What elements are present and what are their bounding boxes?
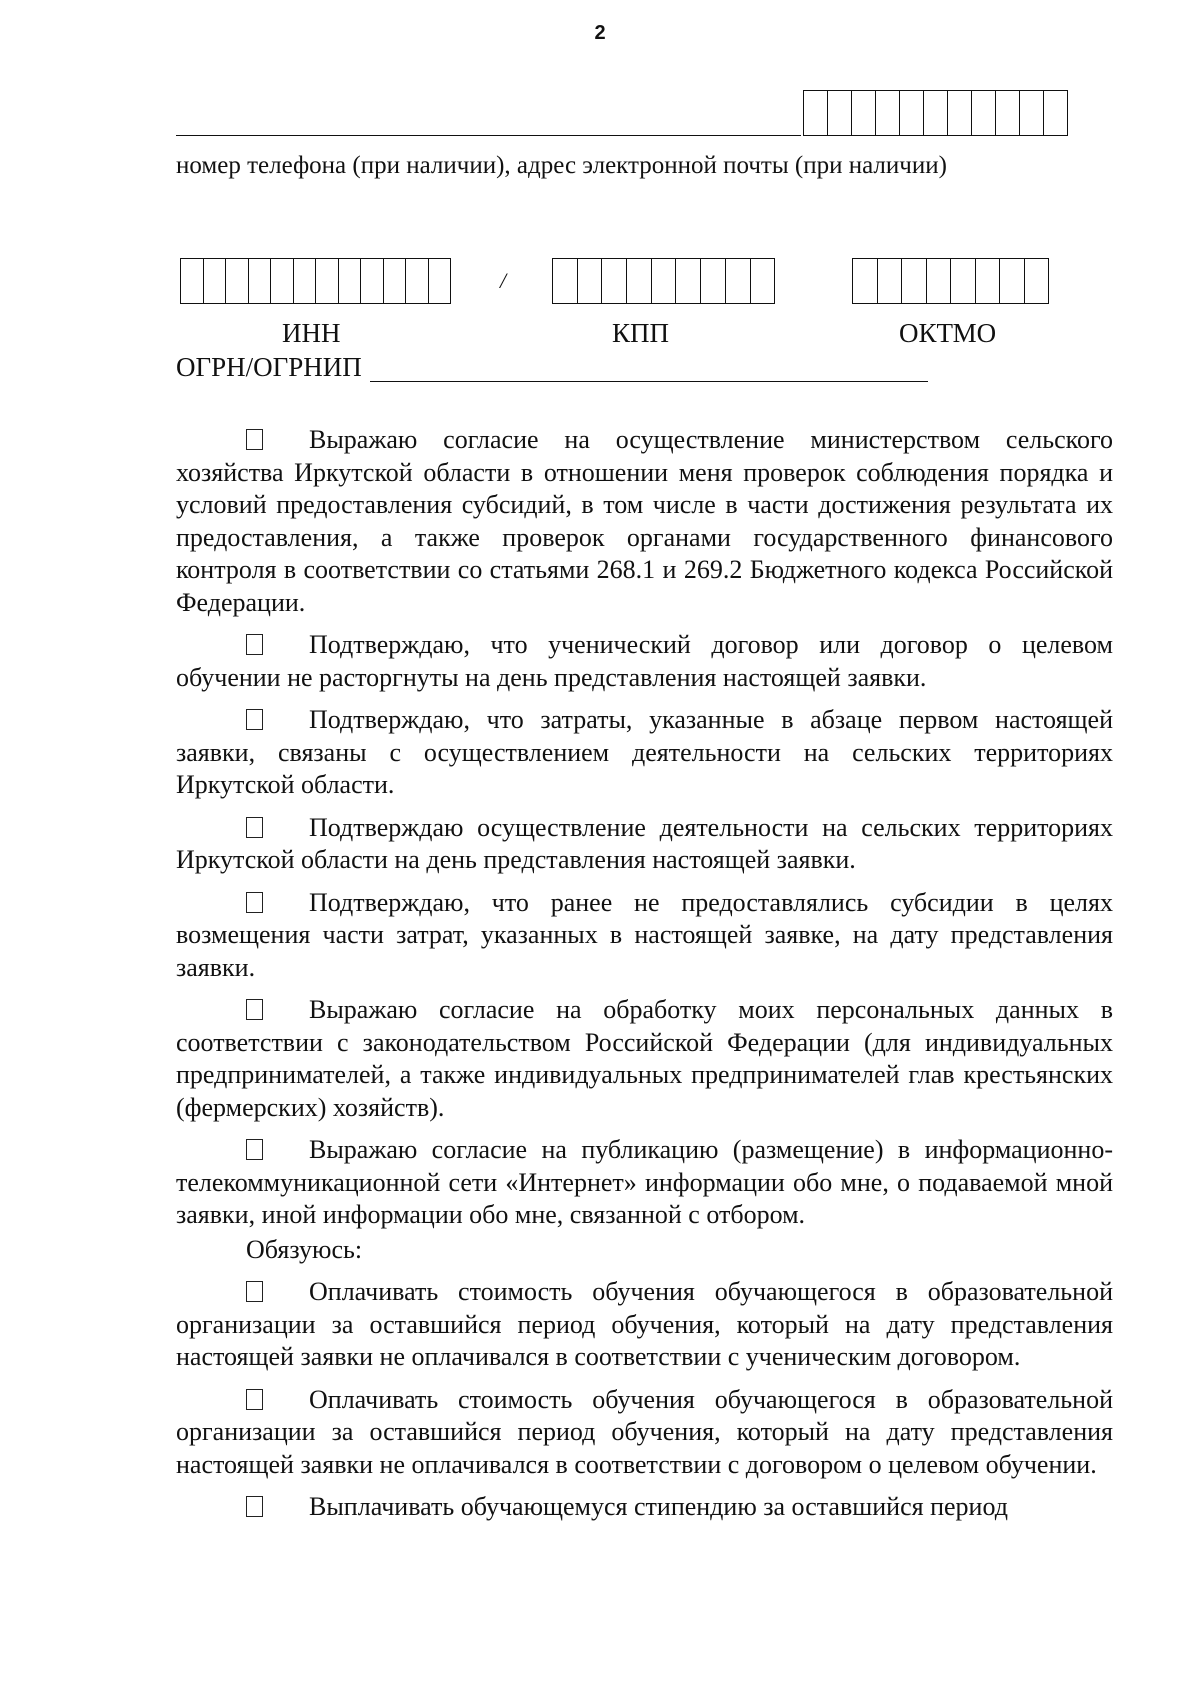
digit-box[interactable] [249, 259, 272, 303]
digit-box[interactable] [900, 91, 924, 135]
checkbox[interactable] [246, 1496, 263, 1517]
consent-item [176, 887, 1113, 985]
digit-box[interactable] [996, 91, 1020, 135]
digit-box[interactable] [652, 259, 677, 303]
paragraph-text: Оплачивать стоимость обучения обучающегося в образовательной организации за оставшийся период обучения, который на дату представления настоящей заявки не оплачивался в соответствии с ученическим договором. [176, 1277, 1113, 1371]
consent-item [176, 1134, 1113, 1232]
declaration-body [176, 424, 1113, 1534]
checkbox[interactable] [246, 429, 263, 450]
paragraph-text: Подтверждаю, что ранее не предоставлялись субсидии в целях возмещения части затрат, указанных в настоящей заявке, на дату представления заявки. [176, 887, 1113, 982]
consent-item [176, 629, 1113, 694]
phone-email-line[interactable] [176, 135, 801, 136]
paragraph-text: Выражаю согласие на осуществление министерством сельского хозяйства Иркутской области в отношении меня проверок соблюдения порядка и условий предоставления субсидий, в том числе в части достижения результата их предоставления, а также проверок органами государственного финансового контроля в соответствии со статьями 268.1 и 269.2 Бюджетного кодекса Российской Федерации. [176, 425, 1113, 617]
checkbox[interactable] [246, 1139, 263, 1160]
checkbox[interactable] [246, 817, 263, 838]
digit-box[interactable] [578, 259, 603, 303]
consent-item [176, 1276, 1113, 1374]
paragraph-text: Оплачивать стоимость обучения обучающегося в образовательной организации за оставшийся период обучения, который на дату представления настоящей заявки не оплачивался в соответствии с договором о целевом обучении. [176, 1384, 1113, 1479]
oktmo-label: ОКТМО [899, 318, 997, 348]
consent-item [176, 994, 1113, 1124]
paragraph-text: Обязуюсь: [246, 1234, 363, 1264]
digit-box[interactable] [553, 259, 578, 303]
digit-box[interactable] [294, 259, 317, 303]
paragraph-text: Выражаю согласие на публикацию (размещение) в информационно-телекоммуникационной сети «Интернет» информации обо мне, о подаваемой мной заявки, иной информации обо мне, связанной с отбором. [176, 1135, 1113, 1229]
digit-box[interactable] [878, 259, 903, 303]
digit-box[interactable] [726, 259, 751, 303]
ogrn-line[interactable] [370, 381, 928, 382]
digit-box[interactable] [226, 259, 249, 303]
digit-box[interactable] [429, 259, 451, 303]
kpp-label: КПП [612, 318, 670, 348]
digit-box[interactable] [853, 259, 878, 303]
digit-box[interactable] [602, 259, 627, 303]
ogrn-label: ОГРН/ОГРНИП [176, 352, 362, 382]
checkbox[interactable] [246, 634, 263, 655]
digit-box[interactable] [204, 259, 227, 303]
page-number: 2 [594, 22, 606, 44]
digit-box[interactable] [804, 91, 828, 135]
consent-item [176, 704, 1113, 802]
digit-box[interactable] [316, 259, 339, 303]
digit-box[interactable] [271, 259, 294, 303]
inn-kpp-separator: / [500, 268, 507, 293]
inn-label: ИНН [282, 318, 341, 348]
digit-box[interactable] [876, 91, 900, 135]
paragraph-text: Подтверждаю, что ученический договор или договор о целевом обучении не расторгнуты на день представления настоящей заявки. [176, 630, 1113, 692]
checkbox[interactable] [246, 1389, 263, 1410]
consent-item [176, 424, 1113, 619]
oktmo-boxes[interactable] [852, 258, 1049, 304]
digit-box[interactable] [1025, 259, 1049, 303]
consent-item [176, 1384, 1113, 1482]
obligation-heading [176, 1234, 1113, 1267]
paragraph-text: Подтверждаю осуществление деятельности на сельских территориях Иркутской области на день представления настоящей заявки. [176, 812, 1113, 874]
paragraph-text: Подтверждаю, что затраты, указанные в абзаце первом настоящей заявки, связаны с осуществлением деятельности на сельских территориях Иркутской области. [176, 705, 1113, 799]
checkbox[interactable] [246, 709, 263, 730]
kpp-boxes[interactable] [552, 258, 775, 304]
checkbox[interactable] [246, 892, 263, 913]
digit-box[interactable] [1000, 259, 1025, 303]
phone-email-caption: номер телефона (при наличии), адрес электронной почты (при наличии) [176, 152, 947, 179]
digit-box[interactable] [852, 91, 876, 135]
paragraph-text: Выплачивать обучающемуся стипендию за оставшийся период [309, 1492, 1008, 1521]
digit-box[interactable] [948, 91, 972, 135]
consent-item [176, 1491, 1113, 1524]
digit-box[interactable] [751, 259, 775, 303]
digit-box[interactable] [339, 259, 362, 303]
paragraph-text: Выражаю согласие на обработку моих персональных данных в соответствии с законодательством Российской Федерации (для индивидуальных предпринимателей, а также индивидуальных предпринимателей глав крестьянских (фермерских) хозяйств). [176, 995, 1113, 1122]
digit-box[interactable] [927, 259, 952, 303]
digit-box[interactable] [902, 259, 927, 303]
digit-box[interactable] [1044, 91, 1067, 135]
phone-code-boxes[interactable] [803, 90, 1068, 136]
checkbox[interactable] [246, 999, 263, 1020]
digit-box[interactable] [181, 259, 204, 303]
digit-box[interactable] [951, 259, 976, 303]
consent-item [176, 812, 1113, 877]
digit-box[interactable] [924, 91, 948, 135]
digit-box[interactable] [1020, 91, 1044, 135]
inn-boxes[interactable] [180, 258, 451, 304]
digit-box[interactable] [676, 259, 701, 303]
checkbox[interactable] [246, 1281, 263, 1302]
digit-box[interactable] [972, 91, 996, 135]
digit-box[interactable] [384, 259, 407, 303]
digit-box[interactable] [976, 259, 1001, 303]
digit-box[interactable] [627, 259, 652, 303]
digit-box[interactable] [701, 259, 726, 303]
digit-box[interactable] [828, 91, 852, 135]
digit-box[interactable] [361, 259, 384, 303]
digit-box[interactable] [406, 259, 429, 303]
